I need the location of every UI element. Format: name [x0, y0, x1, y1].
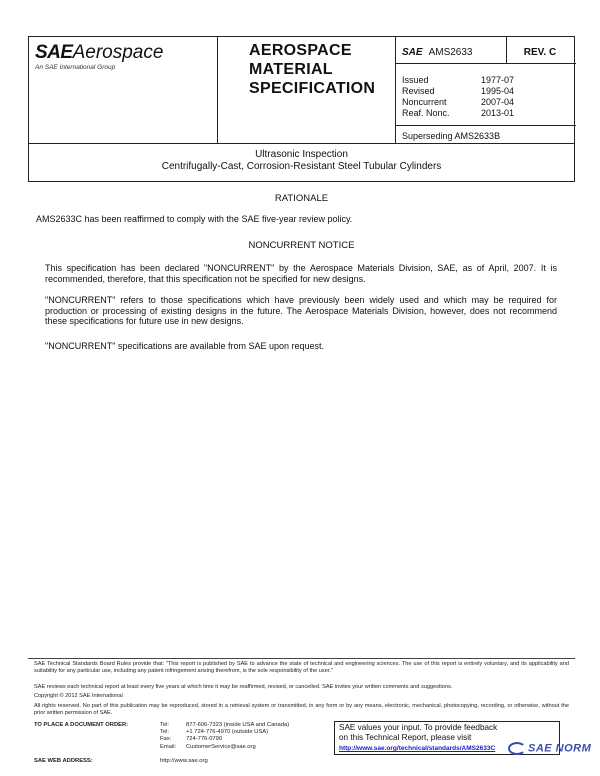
- notice-paragraph: "NONCURRENT" refers to those specifications which have previously been widely used and which may be required for production or processing of existing designs in the future. The Aerospace Materials Division, however, does not recommend these specifications for future use in new designs.: [45, 295, 557, 326]
- date-row: [402, 97, 514, 108]
- header-divider: [395, 63, 576, 64]
- contact-row: [160, 744, 289, 751]
- logo-aerospace-text: Aerospace: [72, 42, 164, 63]
- date-value: 1977-07: [480, 75, 514, 85]
- date-row: [402, 108, 514, 119]
- title-line: AEROSPACE: [249, 42, 352, 59]
- contact-row: [160, 729, 289, 736]
- title-line: SPECIFICATION: [249, 80, 376, 97]
- noncurrent-notice-heading: NONCURRENT NOTICE: [248, 240, 355, 251]
- revision-label: REV. C: [523, 47, 557, 58]
- title-line: MATERIAL: [249, 61, 333, 78]
- date-row: [402, 75, 514, 86]
- contact-label: Email:: [160, 743, 177, 750]
- logo-sae-text: SAE: [35, 42, 73, 63]
- rights-note: All rights reserved. No part of this publication may be reproduced, stored in a retrieval system or transmitted, in any form or by any means, electronic, mechanical, photocopying, recording, or otherwise, without the prior written permission of SAE.: [34, 703, 569, 716]
- doc-prefix: SAE: [402, 47, 423, 58]
- date-value: 1995-04: [480, 86, 514, 96]
- swoosh-icon: [508, 742, 526, 755]
- document-header: [28, 36, 575, 144]
- rationale-text: AMS2633C has been reaffirmed to comply with the SAE five-year review policy.: [36, 214, 353, 224]
- contact-value: 724-776-0790: [186, 736, 223, 743]
- date-label: Noncurrent: [402, 97, 447, 107]
- contact-value: 877-606-7323 (inside USA and Canada): [186, 722, 290, 728]
- doc-number-value: AMS2633: [428, 47, 473, 58]
- contact-row: [160, 722, 289, 729]
- document-type-title: [249, 41, 375, 98]
- header-divider: [395, 37, 396, 143]
- subject-line: Centrifugally-Cast, Corrosion-Resistant Steel Tubular Cylinders: [161, 161, 442, 172]
- document-number: [402, 47, 472, 58]
- date-value: 2007-04: [480, 97, 514, 107]
- rationale-heading: RATIONALE: [274, 193, 329, 204]
- watermark-logo: [508, 742, 591, 755]
- superseding-note: Superseding AMS2633B: [402, 131, 501, 141]
- notice-paragraph: "NONCURRENT" specifications are available from SAE upon request.: [45, 341, 324, 351]
- review-note: SAE reviews each technical report at least every five years at which time it may be reaffirmed, revised, or cancelled. SAE invites your written comments and suggestions.: [34, 684, 453, 690]
- document-subject: [28, 144, 575, 182]
- watermark-text: SAE NORM: [528, 742, 592, 755]
- feedback-text: on this Technical Report, please visit: [339, 733, 472, 742]
- feedback-text: SAE values your input. To provide feedback: [339, 723, 498, 732]
- contact-label: Fax:: [160, 736, 172, 743]
- date-label: Reaf. Nonc.: [402, 108, 450, 118]
- footer-divider: [28, 658, 575, 659]
- order-label: TO PLACE A DOCUMENT ORDER:: [34, 722, 129, 728]
- contact-list: [160, 722, 289, 751]
- copyright-note: Copyright © 2012 SAE International: [34, 693, 123, 699]
- contact-value[interactable]: CustomerService@sae.org: [186, 743, 256, 750]
- date-label: Revised: [402, 86, 435, 96]
- board-rules-note: SAE Technical Standards Board Rules provide that: "This report is published by SAE to advance the state of technical and engineering sciences. The use of this report is entirely voluntary, and its applicability and suitability for any particular use, including any patent infringement arising therefrom, is the sole responsibility of the user.": [34, 661, 569, 674]
- contact-label: Tel:: [160, 729, 170, 736]
- subject-line: Ultrasonic Inspection: [255, 149, 348, 160]
- date-value: 2013-01: [480, 108, 514, 118]
- logo-tagline: An SAE International Group: [35, 64, 116, 71]
- date-row: [402, 86, 514, 97]
- feedback-link[interactable]: http://www.sae.org/technical/standards/AMS2633C: [339, 745, 496, 752]
- contact-label: Tel:: [160, 722, 170, 728]
- web-label: SAE WEB ADDRESS:: [34, 758, 93, 764]
- sae-aerospace-logo: [35, 43, 163, 63]
- date-label: Issued: [402, 75, 429, 85]
- web-address-link[interactable]: http://www.sae.org: [160, 758, 208, 764]
- notice-paragraph: This specification has been declared "NONCURRENT" by the Aerospace Materials Division, SAE, as of April, 2007. It is recommended, therefore, that this specification not be specified for new designs.: [45, 263, 557, 284]
- header-divider: [217, 37, 218, 143]
- date-table: [402, 75, 514, 119]
- contact-row: [160, 736, 289, 743]
- contact-value: +1 724-776-4970 (outside USA): [186, 729, 269, 736]
- header-divider: [395, 125, 576, 126]
